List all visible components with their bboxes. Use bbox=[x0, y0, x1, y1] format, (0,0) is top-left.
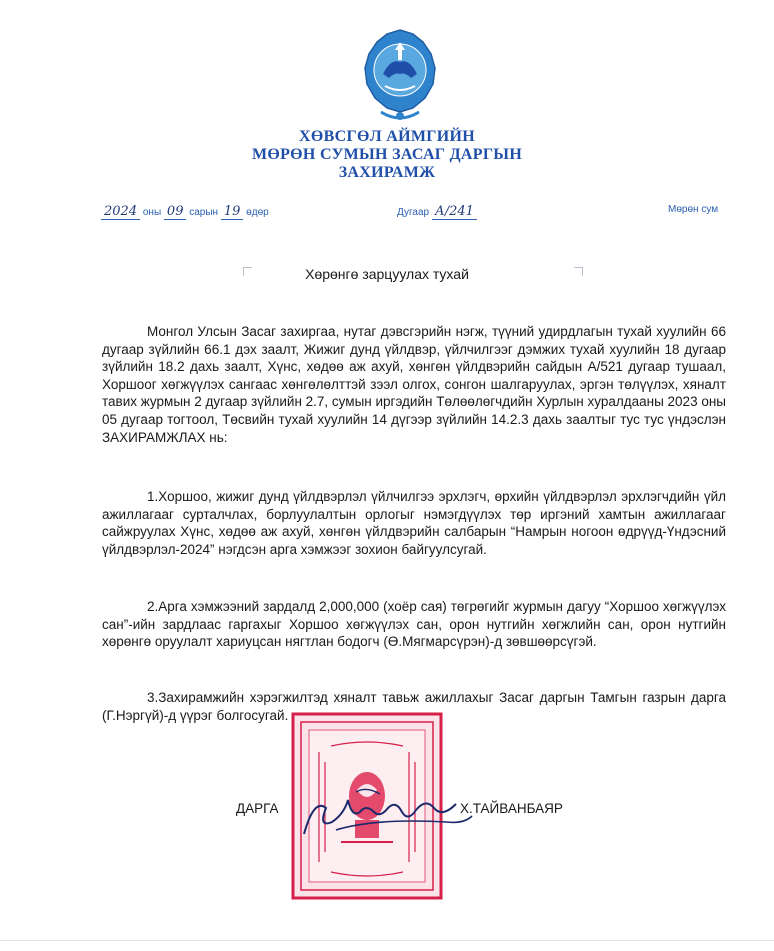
year-handwritten: 2024 bbox=[101, 204, 140, 220]
preamble-paragraph: Монгол Улсын Засаг захиргаа, нутаг дэвсгэрийн нэгж, түүний удирдлагын тухай хуулийн 66 дугаар зүйлийн 66.1 дэх заалт, Жижиг дунд үйлдвэр, үйлчилгээг дэмжих тухай хуулийн 18 дугаар зүйлийн 18.2 дахь заалт, Хүнс, хөдөө аж ахуй, хөнгөн үйлдвэрийн сайдын А/521 дугаар тушаал, Хоршоог хөгжүүлэх сангаас хөнгөлөлттэй зээл олгох, сонгон шалгаруулах, эргэн төлүүлэх, хяналт тавих журмын 2 дугаар зүйлийн 2.7, сумын иргэдийн Төлөөлөгчдийн Хурлын хуралдааны 2023 оны 05 дугаар тогтоол, Төсвийн тухай хуулийн 14 дүгээр зүйлийн 14.2.3 дахь заалтыг тус тус үндэслэн ЗАХИРАМЖЛАХ нь: bbox=[102, 324, 726, 445]
document-type-title: ЗАХИРАМЖ bbox=[338, 164, 436, 181]
year-label: оны bbox=[140, 207, 164, 218]
document-number bbox=[397, 204, 477, 219]
day-label: өдөр bbox=[243, 207, 269, 218]
header-line-office: МӨРӨН СУМЫН ЗАСАГ ДАРГЫН bbox=[251, 146, 523, 163]
signatory-role: ДАРГА bbox=[236, 801, 279, 816]
month-label: сарын bbox=[186, 207, 221, 218]
header-line-aimag: ХӨВСГӨЛ АЙМГИЙН bbox=[299, 128, 475, 145]
order-item-2: 2.Арга хэмжээний зардалд 2,000,000 (хоёр сая) төгрөгийг журмын дагуу “Хоршоо хөгжүүлэх сан”-ийн зардлаас гаргахыг Хоршоо хөгжүүлэх сан, орон нутгийн хөгжлийн сан, орон нутгийн хөрөнгө оруулалт хариуцсан нягтлан бодогч (Ө.Мягмарсүрэн)-д зөвшөөрсүгэй. bbox=[102, 599, 726, 650]
signature-handwritten bbox=[296, 778, 476, 848]
number-label: Дугаар bbox=[397, 207, 432, 218]
day-handwritten: 19 bbox=[221, 204, 244, 220]
month-handwritten: 09 bbox=[164, 204, 187, 220]
signatory-name: Х.ТАЙВАНБАЯР bbox=[460, 801, 563, 816]
page-bottom-divider bbox=[0, 940, 774, 941]
document-date bbox=[101, 204, 269, 219]
order-item-1: 1.Хоршоо, жижиг дунд үйлдвэрлэл үйлчилгээ эрхлэгч, өрхийн үйлдвэрлэл эрхлэгчдийн үйл ажиллагааг сурталчлах, борлуулалтын орлогыг нэмэгдүүлэх төр иргэний хамтын ажиллагааг сайжруулах Хүнс, хөдөө аж ахуй, хөнгөн үйлдвэрийн салбарын “Намрын ногоон өдрүүд-Үндэсний үйлдвэрлэл-2024” нэгдсэн арга хэмжээг зохион байгуулсугай. bbox=[102, 489, 726, 557]
state-emblem-icon bbox=[361, 28, 439, 124]
document-subject: Хөрөнгө зарцуулах тухай bbox=[305, 266, 469, 282]
number-handwritten: А/241 bbox=[432, 204, 477, 220]
order-item-3: 3.Захирамжийн хэрэгжилтэд хяналт тавьж ажиллахыг Засаг даргын Тамгын газрын дарга (Г.Нэргүй)-д үүрэг болгосугай. bbox=[102, 690, 726, 723]
document-place: Мөрөн сум bbox=[668, 204, 719, 215]
